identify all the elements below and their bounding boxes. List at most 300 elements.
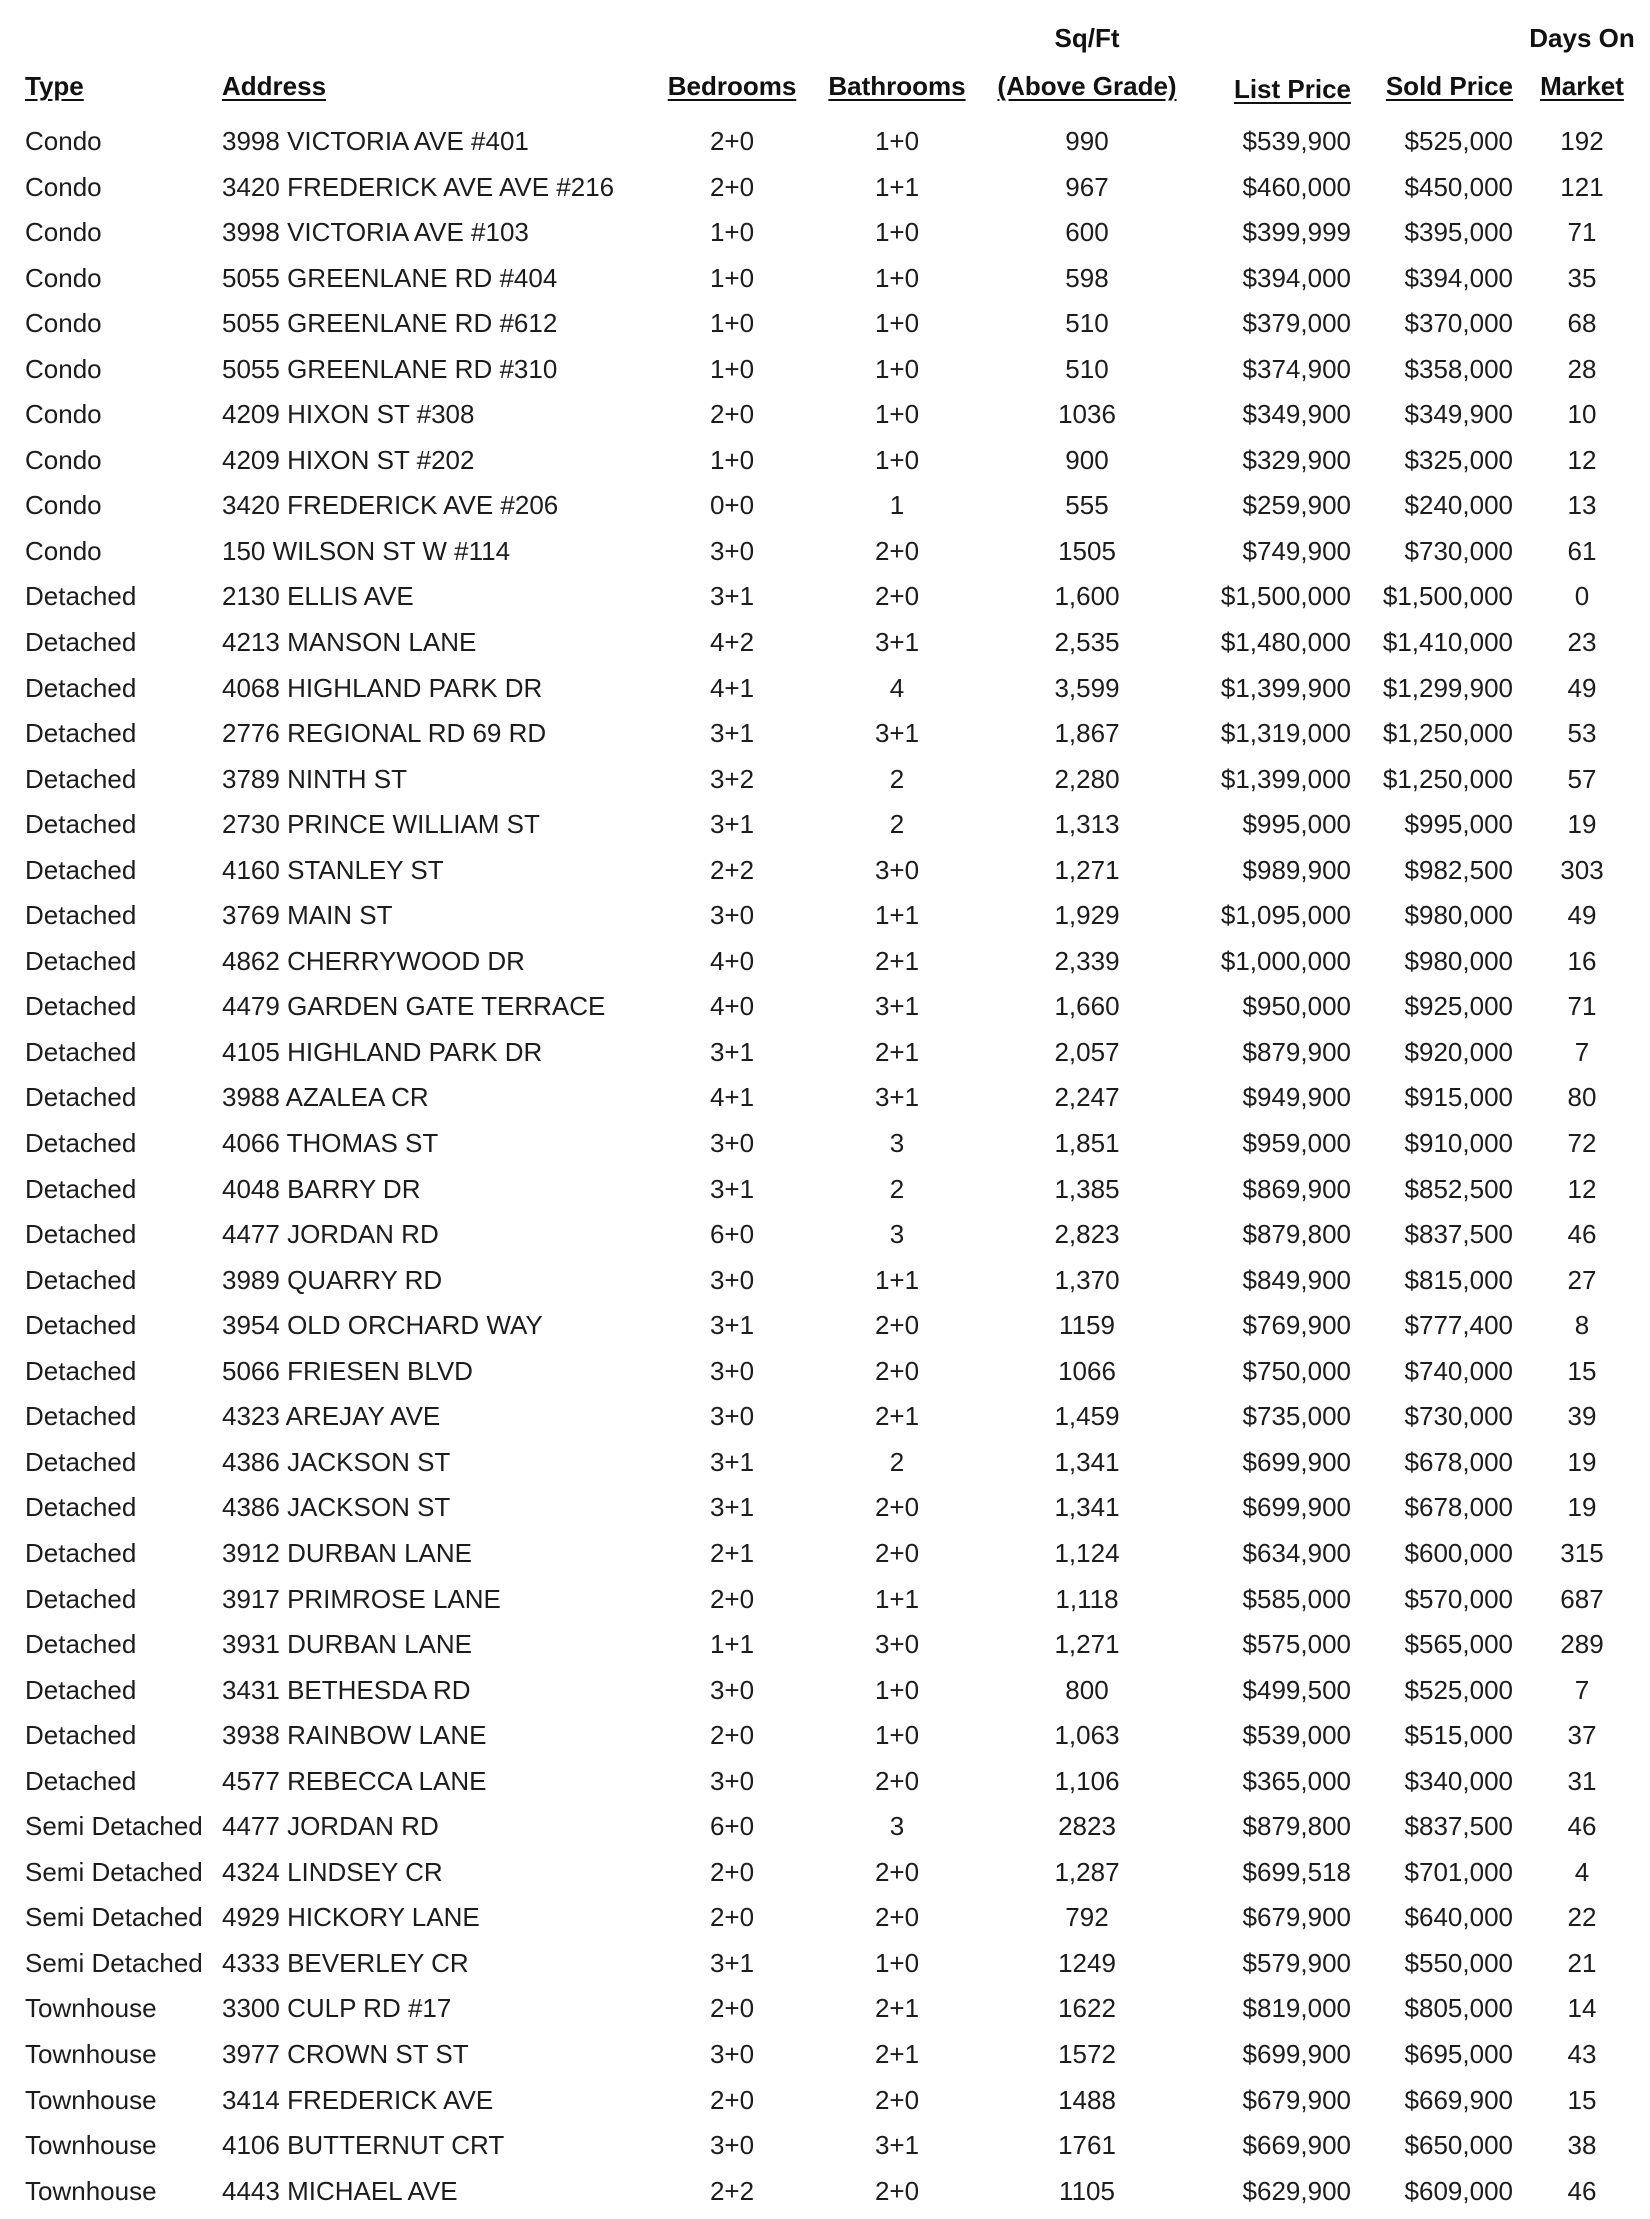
cell-bathrooms: 2+1 [874,1036,920,1067]
cell-sqft: 2,823 [1054,1219,1120,1250]
table-row [0,807,1650,853]
cell-sqft: 1,271 [1054,1629,1120,1660]
cell-type: Condo [25,171,102,202]
cell-sqft: 1,287 [1054,1856,1120,1887]
cell-days-on-market: 192 [1560,126,1604,156]
cell-sold-price: $837,500 [1404,1811,1513,1842]
cell-type: Detached [25,1720,137,1751]
cell-type: Townhouse [25,2038,157,2069]
cell-sqft: 1066 [1058,1355,1116,1386]
table-row [0,1582,1650,1628]
cell-days-on-market: 8 [1574,1310,1590,1341]
cell-list-price: $499,500 [1242,1674,1351,1705]
cell-sold-price: $515,000 [1404,1720,1513,1751]
cell-days-on-market: 12 [1567,1173,1597,1204]
cell-days-on-market: 31 [1567,1765,1597,1796]
cell-bathrooms: 3+1 [874,1082,920,1113]
cell-list-price: $349,900 [1242,399,1351,430]
cell-days-on-market: 13 [1567,490,1597,521]
cell-days-on-market: 46 [1567,1219,1597,1250]
cell-address: 3431 BETHESDA RD [222,1674,471,1705]
cell-days-on-market: 19 [1567,809,1597,840]
cell-bedrooms: 1+1 [709,1629,755,1660]
cell-days-on-market: 43 [1567,2038,1597,2069]
cell-address: 4479 GARDEN GATE TERRACE [222,991,606,1022]
cell-bathrooms: 1+0 [874,217,920,248]
cell-list-price: $259,900 [1242,490,1351,521]
cell-bathrooms: 3 [889,1811,905,1842]
cell-bedrooms: 3+1 [709,1446,755,1477]
cell-address: 3977 CROWN ST ST [222,2038,469,2069]
cell-bathrooms: 1+0 [874,444,920,475]
cell-type: Detached [25,1674,137,1705]
cell-sqft: 990 [1065,126,1109,156]
cell-type: Condo [25,217,102,248]
cell-type: Detached [25,1492,137,1523]
cell-bedrooms: 3+1 [709,1173,755,1204]
cell-bedrooms: 3+0 [709,2130,755,2161]
cell-bathrooms: 1+1 [874,171,920,202]
cell-bedrooms: 2+2 [709,2175,755,2206]
cell-address: 2130 ELLIS AVE [222,581,414,612]
cell-days-on-market: 46 [1567,2175,1597,2206]
cell-sqft: 1,271 [1054,854,1120,885]
cell-bathrooms: 3 [889,1219,905,1250]
cell-address: 5055 GREENLANE RD #310 [222,353,558,384]
table-row [0,1126,1650,1172]
header-type: Type [25,71,84,101]
cell-sold-price: $995,000 [1404,809,1513,840]
cell-sold-price: $730,000 [1404,1401,1513,1432]
cell-sold-price: $550,000 [1404,1947,1513,1978]
cell-type: Detached [25,1629,137,1660]
cell-bathrooms: 2+1 [874,1401,920,1432]
cell-type: Detached [25,1583,137,1614]
cell-days-on-market: 49 [1567,900,1597,931]
cell-list-price: $1,480,000 [1220,627,1351,658]
table-row [0,170,1650,216]
table-row [0,2037,1650,2083]
cell-address: 4862 CHERRYWOOD DR [222,945,525,976]
table-row [0,853,1650,899]
cell-list-price: $1,399,900 [1220,672,1351,703]
table-row [0,1855,1650,1901]
table-row [0,1035,1650,1081]
cell-sqft: 2,535 [1054,627,1120,658]
cell-sold-price: $678,000 [1404,1492,1513,1523]
cell-sold-price: $980,000 [1404,945,1513,976]
cell-address: 4577 REBECCA LANE [222,1765,487,1796]
table-row [0,397,1650,443]
cell-bathrooms: 3+0 [874,854,920,885]
cell-type: Detached [25,763,137,794]
cell-address: 5055 GREENLANE RD #612 [222,308,558,339]
cell-type: Detached [25,1264,137,1295]
cell-days-on-market: 23 [1567,627,1597,658]
table-row [0,124,1650,170]
cell-sqft: 1105 [1059,2175,1115,2206]
cell-type: Detached [25,1173,137,1204]
cell-bedrooms: 2+0 [709,1902,755,1933]
cell-sold-price: $349,900 [1404,399,1513,430]
cell-type: Detached [25,1036,137,1067]
header-days-on-line1: Days On [1529,23,1635,53]
cell-sqft: 1,600 [1054,581,1120,612]
table-row [0,1399,1650,1445]
cell-bedrooms: 2+0 [709,1720,755,1751]
cell-days-on-market: 15 [1567,2084,1597,2115]
cell-type: Condo [25,444,102,475]
cell-bathrooms: 1+0 [874,1947,920,1978]
cell-sold-price: $669,900 [1404,2084,1513,2115]
cell-bedrooms: 3+1 [709,581,755,612]
cell-address: 2776 REGIONAL RD 69 RD [222,718,547,749]
cell-sold-price: $925,000 [1404,991,1513,1022]
cell-sqft: 2,280 [1054,763,1120,794]
cell-address: 4443 MICHAEL AVE [222,2175,458,2206]
cell-type: Condo [25,490,102,521]
cell-bathrooms: 1 [889,490,905,521]
cell-address: 3917 PRIMROSE LANE [222,1583,501,1614]
cell-type: Condo [25,262,102,293]
cell-address: 4324 LINDSEY CR [222,1856,443,1887]
cell-address: 3954 OLD ORCHARD WAY [222,1310,543,1341]
cell-address: 5055 GREENLANE RD #404 [222,262,558,293]
cell-bathrooms: 1+0 [874,262,920,293]
cell-list-price: $699,518 [1242,1856,1351,1887]
cell-list-price: $769,900 [1242,1310,1351,1341]
table-row [0,1445,1650,1491]
cell-sold-price: $1,250,000 [1382,718,1513,749]
cell-list-price: $879,800 [1242,1219,1351,1250]
cell-days-on-market: 16 [1567,945,1597,976]
cell-sold-price: $740,000 [1404,1355,1513,1386]
table-row [0,1900,1650,1946]
cell-bedrooms: 4+0 [709,945,755,976]
cell-address: 4333 BEVERLEY CR [222,1947,469,1978]
cell-days-on-market: 53 [1567,718,1597,749]
cell-sqft: 1,063 [1054,1720,1120,1751]
cell-sold-price: $358,000 [1404,353,1513,384]
cell-bedrooms: 1+0 [709,308,755,339]
cell-sqft: 1249 [1058,1947,1116,1978]
cell-sqft: 1761 [1058,2130,1116,2161]
cell-type: Townhouse [25,2175,157,2206]
cell-type: Semi Detached [25,1902,203,1933]
cell-bathrooms: 2+0 [874,2175,920,2206]
cell-list-price: $750,000 [1242,1355,1351,1386]
cell-sqft: 2,339 [1054,945,1120,976]
cell-list-price: $539,900 [1242,126,1351,156]
listing-table-body [0,124,1650,2219]
cell-sqft: 1,341 [1054,1446,1120,1477]
cell-address: 3300 CULP RD #17 [222,1993,452,2024]
cell-list-price: $374,900 [1242,353,1351,384]
cell-bedrooms: 2+0 [709,1583,755,1614]
cell-sqft: 792 [1065,1902,1109,1933]
cell-address: 4048 BARRY DR [222,1173,421,1204]
cell-bedrooms: 3+0 [709,1355,755,1386]
cell-bathrooms: 1+0 [874,1720,920,1751]
table-row [0,1809,1650,1855]
cell-sqft: 1,459 [1054,1401,1120,1432]
cell-bedrooms: 2+0 [709,171,755,202]
cell-sold-price: $450,000 [1404,171,1513,202]
cell-bedrooms: 3+0 [709,2038,755,2069]
cell-address: 3989 QUARRY RD [222,1264,443,1295]
cell-address: 4105 HIGHLAND PARK DR [222,1036,543,1067]
cell-list-price: $1,319,000 [1220,718,1351,749]
cell-list-price: $365,000 [1242,1765,1351,1796]
cell-bedrooms: 4+0 [709,991,755,1022]
cell-sold-price: $570,000 [1404,1583,1513,1614]
cell-type: Semi Detached [25,1856,203,1887]
cell-bathrooms: 1+0 [874,126,920,156]
cell-bathrooms: 2+0 [874,1902,920,1933]
cell-list-price: $329,900 [1242,444,1351,475]
cell-sold-price: $240,000 [1404,490,1513,521]
cell-days-on-market: 7 [1574,1036,1590,1067]
cell-address: 4209 HIXON ST #202 [222,444,475,475]
cell-bedrooms: 2+0 [709,1993,755,2024]
table-row [0,1764,1650,1810]
cell-address: 2730 PRINCE WILLIAM ST [222,809,540,840]
cell-days-on-market: 38 [1567,2130,1597,2161]
cell-sqft: 1622 [1058,1993,1116,2024]
cell-sqft: 1505 [1058,535,1116,566]
header-list-price: List Price [1233,74,1351,104]
cell-bathrooms: 3+1 [874,718,920,749]
cell-sold-price: $609,000 [1404,2175,1513,2206]
cell-bathrooms: 4 [889,672,905,703]
cell-bathrooms: 2+0 [874,1537,920,1568]
cell-address: 5066 FRIESEN BLVD [222,1355,473,1386]
cell-bathrooms: 2+1 [874,945,920,976]
cell-address: 4209 HIXON ST #308 [222,399,475,430]
header-bedrooms: Bedrooms [667,71,797,101]
cell-list-price: $699,900 [1242,1492,1351,1523]
cell-address: 3998 VICTORIA AVE #103 [222,217,529,248]
cell-bedrooms: 3+0 [709,1128,755,1159]
cell-bathrooms: 2+0 [874,1492,920,1523]
table-row [0,1673,1650,1719]
cell-type: Townhouse [25,2130,157,2161]
cell-list-price: $1,095,000 [1220,900,1351,931]
cell-list-price: $849,900 [1242,1264,1351,1295]
cell-sold-price: $920,000 [1404,1036,1513,1067]
cell-list-price: $629,900 [1242,2175,1351,2206]
table-row [0,534,1650,580]
cell-days-on-market: 57 [1567,763,1597,794]
cell-bathrooms: 3+1 [874,991,920,1022]
cell-sqft: 2823 [1058,1811,1116,1842]
cell-type: Detached [25,1446,137,1477]
table-row [0,306,1650,352]
cell-sold-price: $980,000 [1404,900,1513,931]
cell-sqft: 1159 [1059,1310,1115,1341]
cell-days-on-market: 22 [1567,1902,1597,1933]
cell-sold-price: $640,000 [1404,1902,1513,1933]
table-row [0,1080,1650,1126]
cell-bedrooms: 3+1 [709,718,755,749]
table-row [0,989,1650,1035]
cell-days-on-market: 28 [1567,353,1597,384]
cell-bathrooms: 1+1 [874,1583,920,1614]
cell-address: 3912 DURBAN LANE [222,1537,472,1568]
cell-type: Detached [25,1128,137,1159]
cell-days-on-market: 0 [1574,581,1590,612]
cell-type: Detached [25,581,137,612]
cell-sold-price: $394,000 [1404,262,1513,293]
cell-list-price: $379,000 [1242,308,1351,339]
cell-type: Detached [25,627,137,658]
cell-sqft: 555 [1065,490,1109,521]
cell-bathrooms: 2 [889,763,905,794]
cell-bathrooms: 2+1 [874,1993,920,2024]
cell-list-price: $575,000 [1242,1629,1351,1660]
cell-type: Condo [25,126,102,156]
cell-days-on-market: 10 [1567,399,1597,430]
cell-bathrooms: 2+0 [874,1856,920,1887]
cell-days-on-market: 12 [1567,444,1597,475]
cell-list-price: $1,399,000 [1220,763,1351,794]
cell-sold-price: $910,000 [1404,1128,1513,1159]
cell-days-on-market: 15 [1567,1355,1597,1386]
table-row [0,1217,1650,1263]
cell-list-price: $735,000 [1242,1401,1351,1432]
cell-sold-price: $525,000 [1404,126,1513,156]
table-row [0,1308,1650,1354]
cell-days-on-market: 49 [1567,672,1597,703]
cell-address: 4068 HIGHLAND PARK DR [222,672,543,703]
cell-address: 3414 FREDERICK AVE [222,2084,494,2115]
cell-address: 3420 FREDERICK AVE #206 [222,490,559,521]
cell-list-price: $585,000 [1242,1583,1351,1614]
cell-address: 4386 JACKSON ST [222,1446,451,1477]
cell-type: Townhouse [25,1993,157,2024]
cell-bathrooms: 1+1 [874,1264,920,1295]
cell-bedrooms: 4+1 [709,1082,755,1113]
cell-list-price: $699,900 [1242,2038,1351,2069]
cell-type: Detached [25,1537,137,1568]
cell-days-on-market: 315 [1560,1537,1604,1568]
table-row [0,1172,1650,1218]
cell-sold-price: $777,400 [1404,1310,1513,1341]
cell-days-on-market: 71 [1567,991,1597,1022]
table-row [0,1354,1650,1400]
cell-type: Detached [25,854,137,885]
cell-days-on-market: 7 [1574,1674,1590,1705]
cell-bedrooms: 3+1 [709,1036,755,1067]
cell-sqft: 1572 [1058,2038,1116,2069]
cell-sold-price: $915,000 [1404,1082,1513,1113]
cell-type: Condo [25,308,102,339]
cell-sqft: 1,867 [1054,718,1120,749]
cell-type: Detached [25,1401,137,1432]
cell-bathrooms: 2 [889,809,905,840]
cell-bedrooms: 2+0 [709,399,755,430]
cell-bedrooms: 3+0 [709,1401,755,1432]
table-header [0,0,1650,110]
cell-sold-price: $678,000 [1404,1446,1513,1477]
cell-type: Condo [25,399,102,430]
cell-bathrooms: 1+0 [874,1674,920,1705]
cell-list-price: $869,900 [1242,1173,1351,1204]
cell-days-on-market: 39 [1567,1401,1597,1432]
cell-address: 4066 THOMAS ST [222,1128,439,1159]
cell-list-price: $995,000 [1242,809,1351,840]
cell-bathrooms: 2+0 [874,2084,920,2115]
cell-days-on-market: 27 [1567,1264,1597,1295]
cell-address: 150 WILSON ST W #114 [222,535,511,566]
cell-bathrooms: 3+0 [874,1629,920,1660]
cell-sqft: 3,599 [1054,672,1120,703]
cell-sold-price: $730,000 [1404,535,1513,566]
cell-sqft: 1,341 [1054,1492,1120,1523]
cell-bedrooms: 4+1 [709,672,755,703]
cell-days-on-market: 68 [1567,308,1597,339]
cell-sold-price: $650,000 [1404,2130,1513,2161]
cell-days-on-market: 4 [1574,1856,1590,1887]
cell-type: Detached [25,1082,137,1113]
table-row [0,762,1650,808]
cell-bedrooms: 6+0 [709,1219,755,1250]
cell-address: 4106 BUTTERNUT CRT [222,2130,505,2161]
cell-type: Condo [25,535,102,566]
cell-sqft: 1,385 [1054,1173,1120,1204]
table-row [0,1946,1650,1992]
cell-sqft: 2,057 [1054,1036,1120,1067]
cell-address: 3998 VICTORIA AVE #401 [222,126,529,156]
table-row [0,579,1650,625]
cell-bathrooms: 2+0 [874,581,920,612]
table-row [0,1263,1650,1309]
cell-sold-price: $325,000 [1404,444,1513,475]
cell-list-price: $679,900 [1242,1902,1351,1933]
cell-days-on-market: 289 [1560,1629,1604,1660]
cell-days-on-market: 303 [1560,854,1604,885]
cell-sqft: 1,124 [1054,1537,1120,1568]
cell-bathrooms: 2 [889,1173,905,1204]
cell-type: Condo [25,353,102,384]
table-row [0,716,1650,762]
cell-address: 4160 STANLEY ST [222,854,444,885]
header-sqft-line2: (Above Grade) [997,71,1177,101]
cell-list-price: $634,900 [1242,1537,1351,1568]
cell-bedrooms: 1+0 [709,217,755,248]
cell-days-on-market: 19 [1567,1446,1597,1477]
cell-list-price: $819,000 [1242,1993,1351,2024]
cell-address: 4477 JORDAN RD [222,1219,439,1250]
cell-bathrooms: 1+0 [874,308,920,339]
cell-list-price: $879,800 [1242,1811,1351,1842]
cell-sqft: 1488 [1058,2084,1116,2115]
cell-bathrooms: 2+1 [874,2038,920,2069]
cell-sold-price: $525,000 [1404,1674,1513,1705]
table-row [0,2128,1650,2174]
table-row [0,898,1650,944]
cell-sold-price: $805,000 [1404,1993,1513,2024]
cell-type: Detached [25,900,137,931]
cell-type: Townhouse [25,2084,157,2115]
table-row [0,1627,1650,1673]
cell-bedrooms: 3+0 [709,1674,755,1705]
cell-sold-price: $340,000 [1404,1765,1513,1796]
cell-list-price: $950,000 [1242,991,1351,1022]
cell-bedrooms: 3+2 [709,763,755,794]
cell-address: 4386 JACKSON ST [222,1492,451,1523]
table-row [0,2174,1650,2219]
